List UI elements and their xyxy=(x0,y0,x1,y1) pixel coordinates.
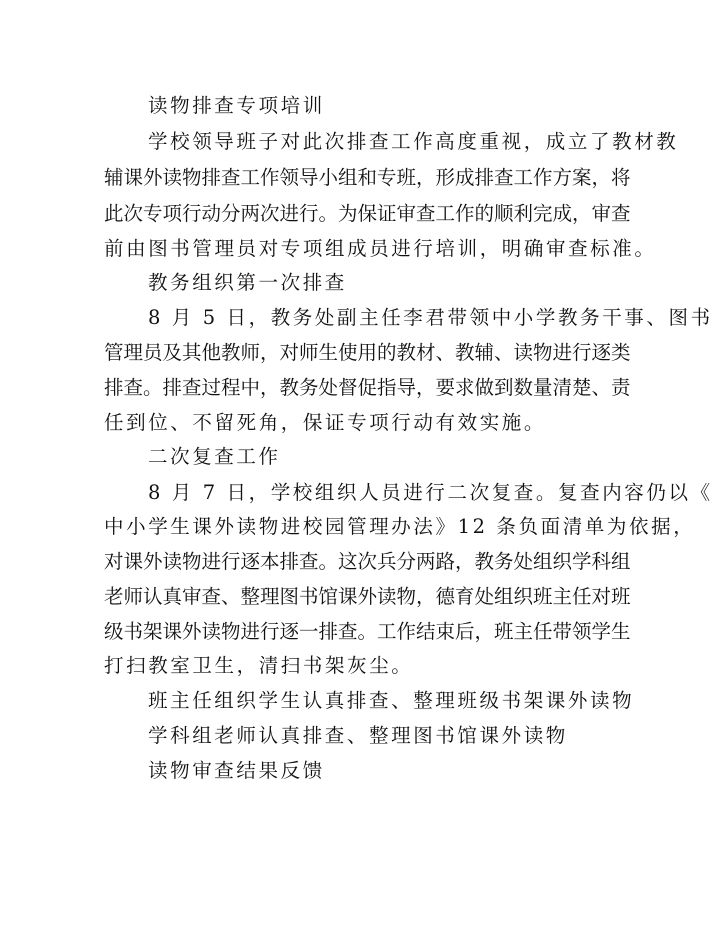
paragraph-line: 管理员及其他教师，对师生使用的教材、教辅、读物进行逐类 xyxy=(104,341,631,364)
paragraph-line: 对课外读物进行逐本排查。这次兵分两路，教务处组织学科组 xyxy=(104,550,631,573)
section-heading: 二次复查工作 xyxy=(148,445,281,468)
paragraph-line: 8 月 7 日，学校组织人员进行二次复查。复查内容仍以《 xyxy=(148,481,713,504)
paragraph-line: 8 月 5 日，教务处副主任李君带领中小学教务干事、图书 xyxy=(148,306,713,329)
paragraph-line: 老师认真审查、整理图书馆课外读物，德育处组织班主任对班 xyxy=(104,585,631,608)
paragraph-line: 打扫教室卫生，清扫书架灰尘。 xyxy=(104,654,414,677)
paragraph-line: 排查。排查过程中，教务处督促指导，要求做到数量清楚、责 xyxy=(104,376,631,399)
image-caption: 班主任组织学生认真排查、整理班级书架课外读物 xyxy=(148,689,635,712)
section-heading: 读物排查专项培训 xyxy=(148,94,325,117)
image-caption: 学科组老师认真排查、整理图书馆课外读物 xyxy=(148,724,568,747)
paragraph-line: 学校领导班子对此次排查工作高度重视，成立了教材教 xyxy=(148,130,679,153)
paragraph-line: 任到位、不留死角，保证专项行动有效实施。 xyxy=(104,411,547,434)
paragraph-line: 前由图书管理员对专项组成员进行培训，明确审查标准。 xyxy=(104,237,657,260)
paragraph-line: 级书架课外读物进行逐一排查。工作结束后，班主任带领学生 xyxy=(104,620,631,643)
paragraph-line: 辅课外读物排查工作领导小组和专班，形成排查工作方案，将 xyxy=(104,166,631,189)
section-heading: 读物审查结果反馈 xyxy=(148,759,325,782)
paragraph-line: 中小学生课外读物进校园管理办法》12 条负面清单为依据， xyxy=(104,515,696,538)
section-heading: 教务组织第一次排查 xyxy=(148,271,347,294)
paragraph-line: 此次专项行动分两次进行。为保证审查工作的顺利完成，审查 xyxy=(104,202,631,225)
